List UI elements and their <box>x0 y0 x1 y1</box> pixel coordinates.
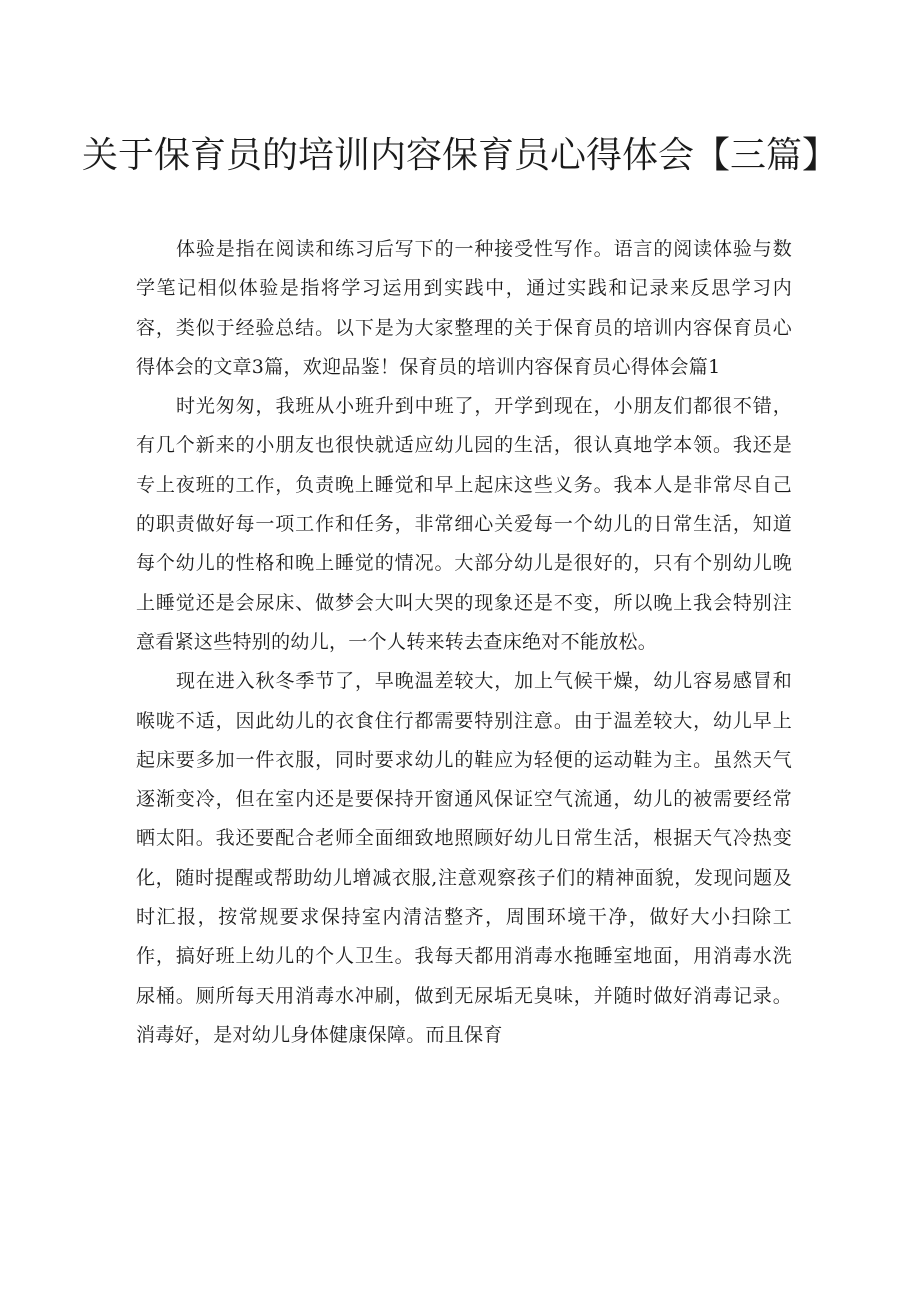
paragraph-intro: 体验是指在阅读和练习后写下的一种接受性写作。语言的阅读体验与数学笔记相似体验是指将学习运用到实践中，通过实践和记录来反思学习内容，类似于经验总结。以下是为大家整理的关于保育员的培训内容保育员心得体会的文章3篇，欢迎品鉴！保育员的培训内容保育员心得体会篇1 <box>136 238 792 378</box>
document-body <box>136 230 792 1055</box>
paragraph-night-shift: 时光匆匆，我班从小班升到中班了，开学到现在，小朋友们都很不错，有几个新来的小朋友也很快就适应幼儿园的生活，很认真地学本领。我还是专上夜班的工作，负责晚上睡觉和早上起床这些义务。我本人是非常尽自己的职责做好每一项工作和任务，非常细心关爱每一个幼儿的日常生活，知道每个幼儿的性格和晚上睡觉的情况。大部分幼儿是很好的，只有个别幼儿晚上睡觉还是会尿床、做梦会大叫大哭的现象还是不变，所以晚上我会特别注意看紧这些特别的幼儿，一个人转来转去查床绝对不能放松。 <box>136 395 792 653</box>
document-title: 关于保育员的培训内容保育员心得体会【三篇】 <box>81 135 838 177</box>
paragraph-autumn-winter-care: 现在进入秋冬季节了，早晚温差较大，加上气候干燥，幼儿容易感冒和喉咙不适，因此幼儿的衣食住行都需要特别注意。由于温差较大，幼儿早上起床要多加一件衣服，同时要求幼儿的鞋应为轻便的运动鞋为主。虽然天气逐渐变冷，但在室内还是要保持开窗通风保证空气流通，幼儿的被需要经常晒太阳。我还要配合老师全面细致地照顾好幼儿日常生活，根据天气冷热变化，随时提醒或帮助幼儿增减衣服,注意观察孩子们的精神面貌，发现问题及时汇报，按常规要求保持室内清洁整齐，周围环境干净，做好大小扫除工作，搞好班上幼儿的个人卫生。我每天都用消毒水拖睡室地面，用消毒水洗尿桶。厕所每天用消毒水冲刷，做到无尿垢无臭味，并随时做好消毒记录。消毒好，是对幼儿身体健康保障。而且保育 <box>136 670 792 1046</box>
